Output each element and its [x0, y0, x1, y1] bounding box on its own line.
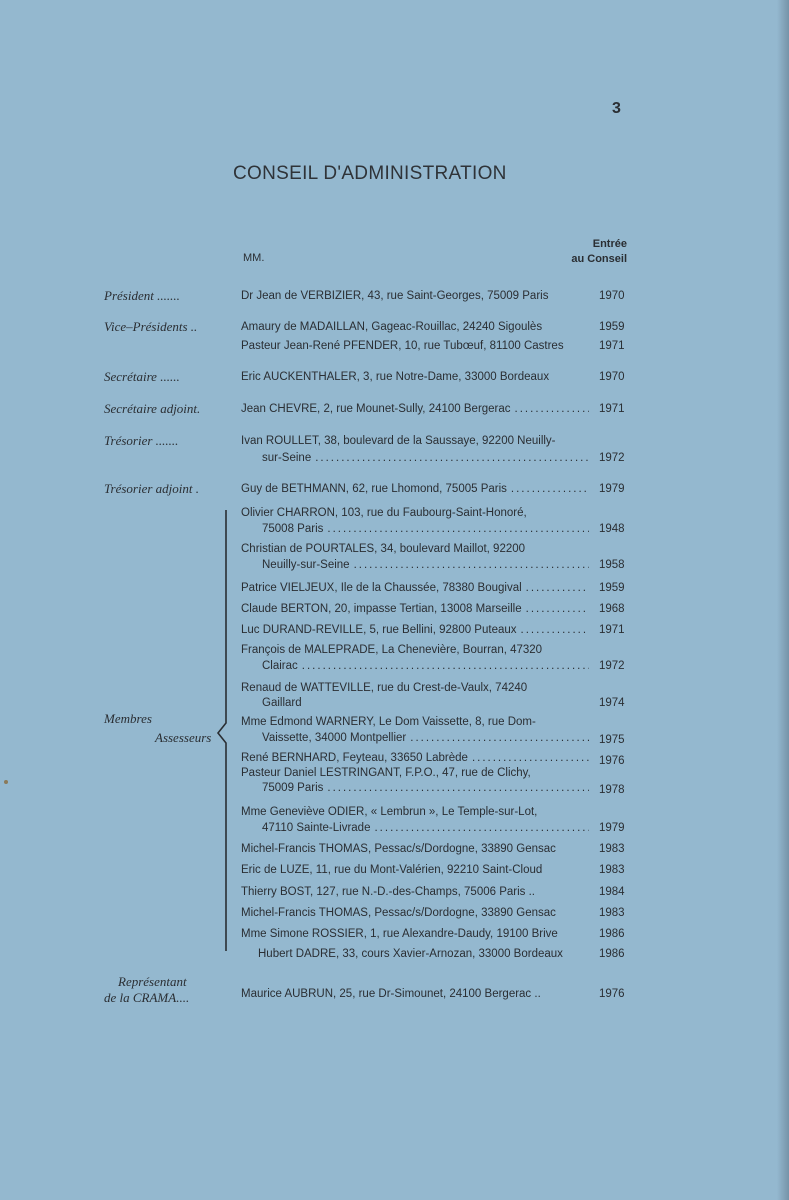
brace-mark — [214, 508, 232, 953]
paper-speck — [4, 780, 8, 784]
member-year: 1986 — [599, 948, 625, 960]
member-entry-cont: Gaillard — [262, 697, 302, 709]
member-entry: Mme Geneviève ODIER, « Lembrun », Le Temple-sur-Lot, — [241, 806, 538, 818]
member-entry: Eric de LUZE, 11, rue du Mont-Valérien, 92210 Saint-Cloud — [241, 864, 543, 876]
member-year: 1972 — [599, 660, 625, 672]
page-edge-shadow — [777, 0, 789, 1200]
member-year: 1959 — [599, 582, 625, 594]
member-year: 1984 — [599, 886, 625, 898]
member-year: 1972 — [599, 452, 625, 464]
member-entry: Ivan ROULLET, 38, boulevard de la Saussaye, 92200 Neuilly- — [241, 435, 556, 447]
entree-line-2: au Conseil — [571, 253, 627, 265]
member-entry: Maurice AUBRUN, 25, rue Dr-Simounet, 24100 Bergerac .. — [241, 988, 541, 1000]
member-year: 1948 — [599, 523, 625, 535]
member-year: 1971 — [599, 403, 625, 415]
member-entry-cont: Neuilly-sur-Seine ..... — [262, 559, 589, 571]
member-year: 1978 — [599, 784, 625, 796]
member-entry: Christian de POURTALES, 34, boulevard Maillot, 92200 — [241, 543, 526, 555]
member-year: 1983 — [599, 843, 625, 855]
member-entry: Michel-Francis THOMAS, Pessac/s/Dordogne, 33890 Gensac — [241, 907, 556, 919]
page-number: 3 — [612, 100, 621, 117]
member-entry-cont: 47110 Sainte-Livrade ..... — [262, 822, 589, 834]
member-year: 1971 — [599, 340, 625, 352]
member-entry: Michel-Francis THOMAS, Pessac/s/Dordogne, 33890 Gensac — [241, 843, 556, 855]
member-entry: Luc DURAND-REVILLE, 5, rue Bellini, 92800 Puteaux ..... — [241, 624, 589, 636]
role-tresorier-adjoint: Trésorier adjoint . — [104, 481, 199, 496]
member-entry: Patrice VIELJEUX, Ile de la Chaussée, 78380 Bougival ..... — [241, 582, 589, 594]
role-representant: Représentant — [118, 974, 187, 989]
role-assesseurs: Assesseurs — [155, 730, 212, 745]
role-secretaire-adjoint: Secrétaire adjoint. — [104, 401, 201, 416]
member-entry: René BERNHARD, Feyteau, 33650 Labrède ..... — [241, 752, 589, 764]
member-entry: Guy de BETHMANN, 62, rue Lhomond, 75005 Paris ..... — [241, 483, 589, 495]
member-entry: Pasteur Jean-René PFENDER, 10, rue Tubœuf, 81100 Castres — [241, 340, 564, 352]
member-entry: Hubert DADRE, 33, cours Xavier-Arnozan, 33000 Bordeaux — [258, 948, 563, 960]
member-entry: Amaury de MADAILLAN, Gageac-Rouillac, 24240 Sigoulès — [241, 321, 543, 333]
member-year: 1983 — [599, 907, 625, 919]
entree-line-1: Entrée — [592, 238, 627, 250]
member-year: 1975 — [599, 734, 625, 746]
role-president: Président ....... — [104, 288, 180, 303]
member-entry: Eric AUCKENTHALER, 3, rue Notre-Dame, 33000 Bordeaux — [241, 371, 550, 383]
member-entry: Pasteur Daniel LESTRINGANT, F.P.O., 47, rue de Clichy, — [241, 767, 531, 779]
member-entry: Jean CHEVRE, 2, rue Mounet-Sully, 24100 Bergerac ..... — [241, 403, 589, 415]
member-year: 1983 — [599, 864, 625, 876]
member-entry: Mme Simone ROSSIER, 1, rue Alexandre-Daudy, 19100 Brive — [241, 928, 558, 940]
member-entry: Dr Jean de VERBIZIER, 43, rue Saint-Georges, 75009 Paris — [241, 290, 549, 302]
entree-header — [571, 237, 627, 267]
member-year: 1974 — [599, 697, 625, 709]
member-entry: Thierry BOST, 127, rue N.-D.-des-Champs, 75006 Paris .. — [241, 886, 535, 898]
member-entry: Olivier CHARRON, 103, rue du Faubourg-Saint-Honoré, — [241, 507, 527, 519]
member-entry-cont: Clairac ..... — [262, 660, 589, 672]
mm-label: MM. — [243, 252, 265, 264]
member-year: 1970 — [599, 371, 625, 383]
role-membres: Membres — [104, 711, 152, 726]
role-secretaire: Secrétaire ...... — [104, 369, 180, 384]
role-vice-presidents: Vice–Présidents .. — [104, 319, 198, 334]
member-entry: Mme Edmond WARNERY, Le Dom Vaissette, 8, rue Dom- — [241, 716, 536, 728]
member-year: 1970 — [599, 290, 625, 302]
member-year: 1979 — [599, 822, 625, 834]
role-tresorier: Trésorier ....... — [104, 433, 179, 448]
member-entry-cont: 75008 Paris ..... — [262, 523, 589, 535]
member-entry: Claude BERTON, 20, impasse Tertian, 13008 Marseille ..... — [241, 603, 589, 615]
member-entry-cont: sur-Seine ..... — [262, 452, 589, 464]
member-entry-cont: Vaissette, 34000 Montpellier ..... — [262, 732, 589, 744]
member-year: 1959 — [599, 321, 625, 333]
member-entry-cont: 75009 Paris ..... — [262, 782, 589, 794]
member-entry: Renaud de WATTEVILLE, rue du Crest-de-Vaulx, 74240 — [241, 682, 528, 694]
member-year: 1976 — [599, 988, 625, 1000]
member-year: 1968 — [599, 603, 625, 615]
member-year: 1971 — [599, 624, 625, 636]
member-year: 1986 — [599, 928, 625, 940]
member-year: 1958 — [599, 559, 625, 571]
member-entry: François de MALEPRADE, La Chenevière, Bourran, 47320 — [241, 644, 543, 656]
role-crama: de la CRAMA.... — [104, 990, 190, 1005]
member-year: 1976 — [599, 755, 625, 767]
page-title: CONSEIL D'ADMINISTRATION — [233, 163, 507, 184]
member-year: 1979 — [599, 483, 625, 495]
